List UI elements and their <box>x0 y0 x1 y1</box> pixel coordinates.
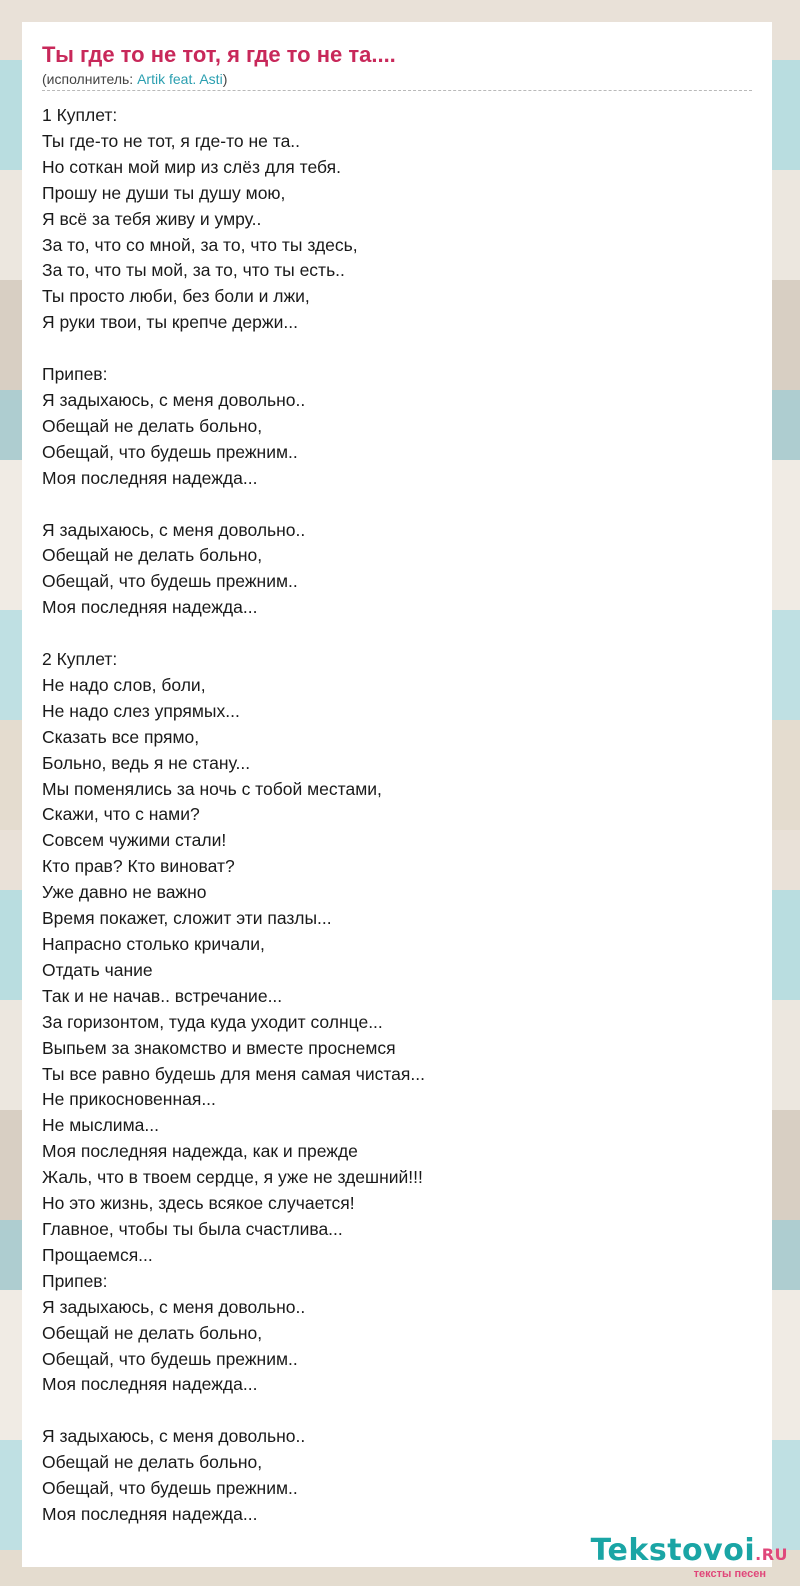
lyrics-text: 1 Куплет: Ты где-то не тот, я где-то не та.. Но соткан мой мир из слёз для тебя. Прошу не души ты душу мою, Я всё за тебя живу и умру.. За то, что со мной, за то, что ты здесь, За то, что ты мой, за то, что ты есть.. Ты просто люби, без боли и лжи, Я руки твои, ты крепче держи... Припев: Я задыхаюсь, с меня довольно.. Обещай не делать больно, Обещай, что будешь прежним.. Моя последняя надежда... Я задыхаюсь, с меня довольно.. Обещай не делать больно, Обещай, что будешь прежним.. Моя последняя надежда... 2 Куплет: Не надо слов, боли, Не надо слез упрямых... Сказать все прямо, Больно, ведь я не стану... Мы поменялись за ночь с тобой местами, Скажи, что с нами? Совсем чужими стали! Кто прав? Кто виноват? Уже давно не важно Время покажет, сложит эти пазлы... Напрасно столько кричали, Отдать чание Так и не начав.. встречание... За горизонтом, туда куда уходит солнце... Выпьем за знакомство и вместе проснемся Ты все равно будешь для меня самая чистая... Не прикосновенная... Не мыслима... Моя последняя надежда, как и прежде Жаль, что в твоем сердце, я уже не здешний!!! Но это жизнь, здесь всякое случается! Главное, чтобы ты была счастлива... Прощаемся... Припев: Я задыхаюсь, с меня довольно.. Обещай не делать больно, Обещай, что будешь прежним.. Моя последняя надежда... Я задыхаюсь, с меня довольно.. Обещай не делать больно, Обещай, что будешь прежним.. Моя последняя надежда... <box>42 105 425 1524</box>
artist-suffix: ) <box>222 71 228 87</box>
logo-tld: .RU <box>755 1545 788 1564</box>
divider <box>42 90 752 91</box>
site-logo[interactable] <box>591 1535 788 1580</box>
artist-prefix: (исполнитель: <box>42 71 138 87</box>
lyrics-card <box>22 22 772 1567</box>
artist-link[interactable]: Artik feat. Asti <box>137 71 223 87</box>
logo-wordmark <box>591 1535 788 1571</box>
logo-name: Tekstovoi <box>590 1533 756 1568</box>
song-title: Ты где то не тот, я где то не та.... <box>42 42 396 67</box>
artist-line <box>42 70 752 88</box>
logo-tagline: тексты песен <box>693 1568 766 1580</box>
